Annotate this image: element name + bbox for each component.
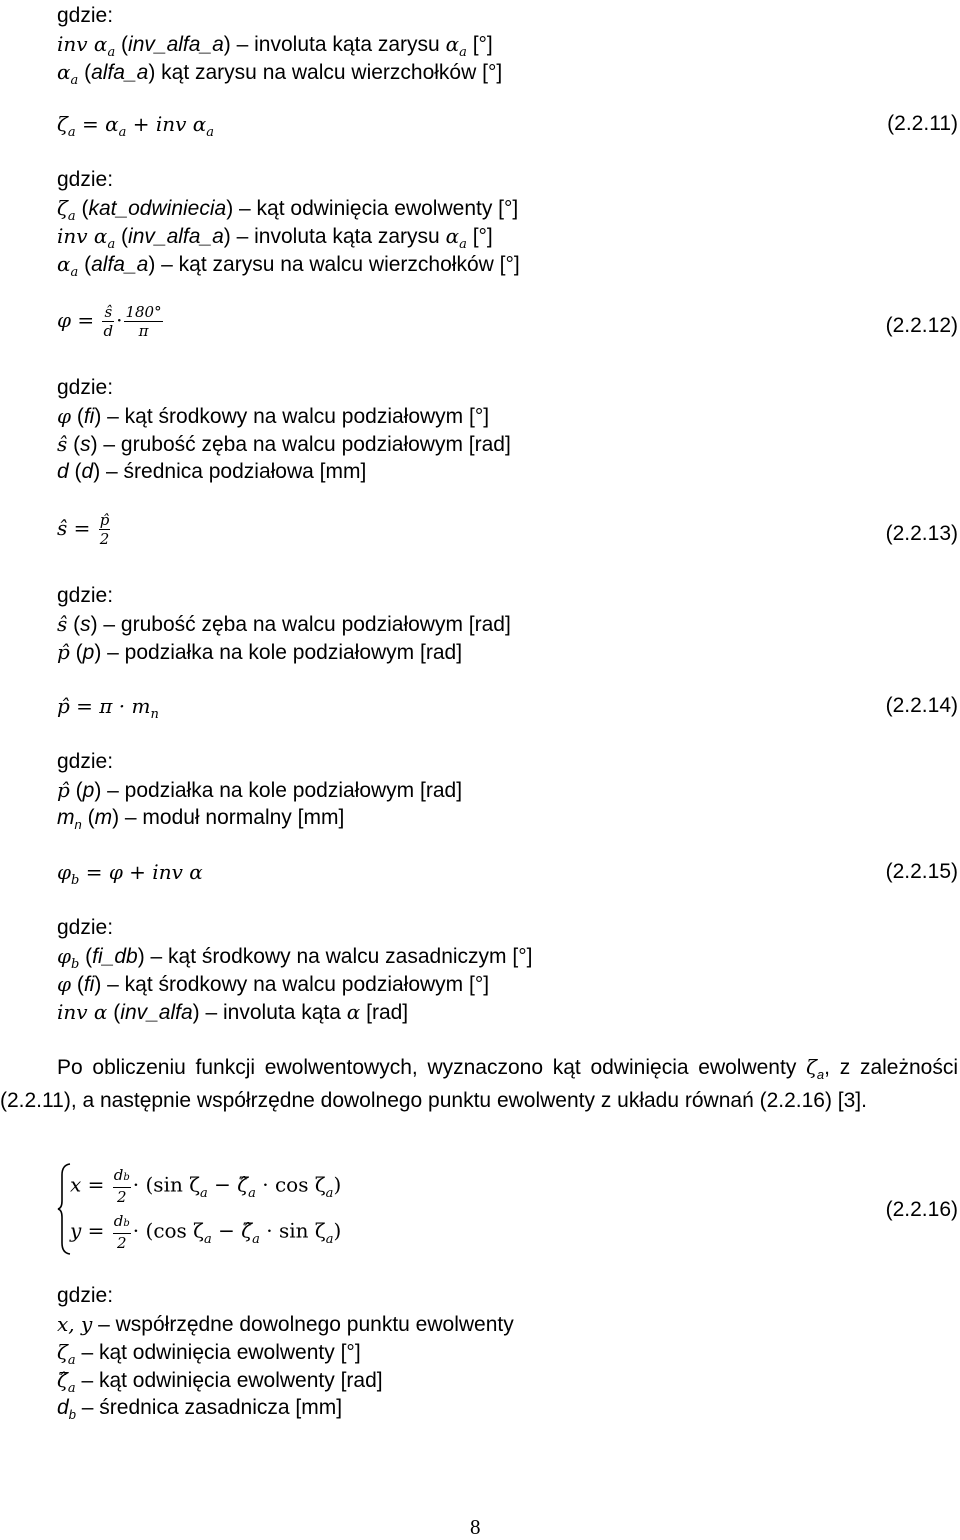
gdzie-label: gdzie: [57,168,114,191]
definition-line: ŝ (s) – grubość zęba na walcu podziałowym [rad] [57,612,511,636]
equation-number: (2.2.16) [885,1198,958,1221]
gdzie-label: gdzie: [57,1284,114,1307]
definition-line: ŝ (s) – grubość zęba na walcu podziałowym [rad] [57,432,511,456]
definition-line: d (d) – średnica podziałowa [mm] [57,460,367,483]
equation-number: (2.2.15) [885,860,958,883]
equation-y: y = $\frac{db}{2}$ · (cos $\zeta_a$ − $\zetâ_a \cdot \sin \zeta_a$) [70,1212,342,1252]
definition-line: inv α (inv_alfa) – involuta kąta α [rad] [57,1000,409,1024]
equation-2-2-14: p̂ = $\pi \cdot m_n$ [57,694,159,722]
equation-number: (2.2.12) [885,314,958,337]
gdzie-label: gdzie: [57,376,114,399]
definition-line: p̂ (p) – podziałka na kole podziałowym [rad] [57,640,463,664]
equation-number: (2.2.13) [885,522,958,545]
definition-line: $\alpha_a$ (alfa_a) kąt zarysu na walcu wierzchołków [°] [57,60,503,88]
equation-2-2-12: φ = $\frac{ŝ}{d}$ · $\frac{180^\circ}{\pi}$ [57,303,162,340]
definition-line: inv $\alpha_a$ (inv_alfa_a) – involuta kąta zarysu $\alpha_a$ [°] [57,224,493,252]
gdzie-label: gdzie: [57,750,114,773]
definition-line: φ (fi) – kąt środkowy na walcu podziałowym [°] [57,972,490,996]
equation-number: (2.2.14) [885,694,958,717]
equation-number: (2.2.11) [887,112,958,135]
gdzie-label: gdzie: [57,4,114,27]
fraction: $\frac{ŝ}{d}$ [103,303,114,340]
definition-line: $\varphi_b$ (fi_db) – kąt środkowy na walcu zasadniczym [°] [57,944,533,972]
definition-line: φ (fi) – kąt środkowy na walcu podziałowym [°] [57,404,490,428]
body-paragraph: Po obliczeniu funkcji ewolwentowych, wyznaczono kąt odwinięcia ewolwenty $\zeta_a$, z zależności (2.2.11), a następnie współrzędne dowolnego punktu ewolwenty z układu równań (2.2.16) [3]. [0,1055,958,1112]
left-brace [57,1163,71,1255]
fraction: $\frac{db}{2}$ [113,1212,130,1252]
page-number: 8 [470,1515,481,1539]
equation-2-2-13: ŝ = $\frac{p̂}{2}$ [57,511,110,548]
equation-2-2-11: $\zeta_a = \alpha_a$ + inv $\alpha_a$ [57,112,215,140]
equation-x: x = $\frac{db}{2}$ · (sin $\zeta_a$ − $\zetâ_a \cdot \cos \zeta_a$) [70,1166,342,1206]
definition-line: x, y – współrzędne dowolnego punktu ewolwenty [57,1312,514,1336]
definition-line: $m_n$ (m) – moduł normalny [mm] [57,806,345,832]
fraction: $\frac{p̂}{2}$ [99,511,110,548]
fraction: $\frac{db}{2}$ [113,1166,130,1206]
gdzie-label: gdzie: [57,584,114,607]
gdzie-label: gdzie: [57,916,114,939]
definition-line: $d_b$ – średnica zasadnicza [mm] [57,1396,343,1422]
definition-line: p̂ (p) – podziałka na kole podziałowym [rad] [57,778,463,802]
definition-line: $\zetâ_a$ – kąt odwinięcia ewolwenty [rad] [57,1368,383,1396]
fraction: $\frac{180^\circ}{\pi}$ [125,303,162,340]
definition-line: $\zeta_a$ – kąt odwinięcia ewolwenty [°] [57,1340,361,1368]
definition-line: $\alpha_a$ (alfa_a) – kąt zarysu na walcu wierzchołków [°] [57,252,520,280]
definition-line: inv $\alpha_a$ (inv_alfa_a) – involuta kąta zarysu $\alpha_a$ [°] [57,32,493,60]
equation-2-2-15: $\varphi_b = \varphi$ + inv α [57,860,203,888]
definition-line: $\zeta_a$ (kat_odwiniecia) – kąt odwinięcia ewolwenty [°] [57,196,519,224]
